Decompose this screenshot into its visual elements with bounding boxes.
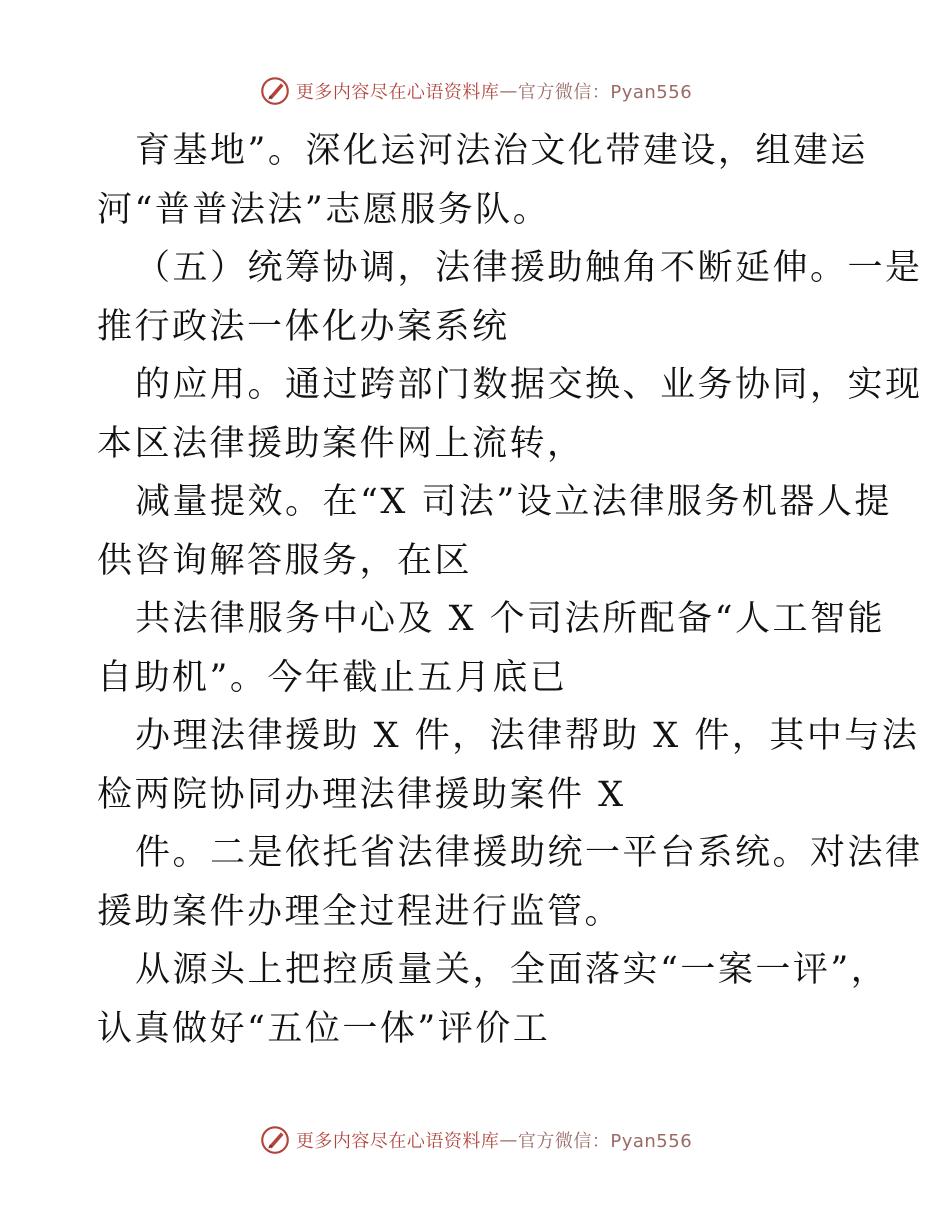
watermark-wechat: 官方微信：Pyan556 bbox=[517, 82, 693, 103]
text-line: 认真做好“五位一体”评价工 bbox=[97, 1008, 551, 1049]
text-line: 本区法律援助案件网上流转， bbox=[97, 423, 585, 464]
watermark-text: 更多内容尽在心语资料库 bbox=[295, 82, 500, 103]
text-line: 河“普普法法”志愿服务队。 bbox=[97, 189, 551, 230]
text-line: 援助案件办理全过程进行监管。 bbox=[97, 891, 623, 932]
text-line: 育基地”。深化运河法治文化带建设，组建运 bbox=[135, 131, 868, 171]
pen-logo-icon bbox=[258, 74, 292, 108]
text-line: 供咨询解答服务，在区 bbox=[97, 540, 473, 581]
watermark-dash: — bbox=[499, 1129, 518, 1151]
text-line: 推行政法一体化办案系统 bbox=[97, 306, 510, 347]
footer-watermark bbox=[0, 1120, 950, 1160]
text-line: 的应用。通过跨部门数据交换、业务协同，实现 bbox=[135, 365, 923, 405]
watermark-text: 更多内容尽在心语资料库 bbox=[295, 1131, 500, 1152]
text-line: 件。二是依托省法律援助统一平台系统。对法律 bbox=[135, 833, 923, 873]
watermark-wechat: 官方微信：Pyan556 bbox=[517, 1131, 693, 1152]
text-line: 办理法律援助 X 件，法律帮助 X 件，其中与法 bbox=[135, 716, 920, 756]
text-line: 检两院协同办理法律援助案件 X bbox=[97, 774, 626, 815]
text-line: 共法律服务中心及 X 个司法所配备“人工智能 bbox=[135, 599, 886, 639]
text-line: 自助机”。今年截止五月底已 bbox=[97, 657, 568, 698]
text-line: （五）统筹协调，法律援助触角不断延伸。一是 bbox=[135, 248, 923, 288]
header-watermark bbox=[0, 71, 950, 111]
text-line: 减量提效。在“X 司法”设立法律服务机器人提 bbox=[135, 482, 892, 522]
watermark-dash: — bbox=[499, 80, 518, 102]
text-line: 从源头上把控质量关，全面落实“一案一评”， bbox=[135, 950, 889, 990]
pen-logo-icon bbox=[258, 1123, 292, 1157]
document-body bbox=[97, 122, 923, 1058]
